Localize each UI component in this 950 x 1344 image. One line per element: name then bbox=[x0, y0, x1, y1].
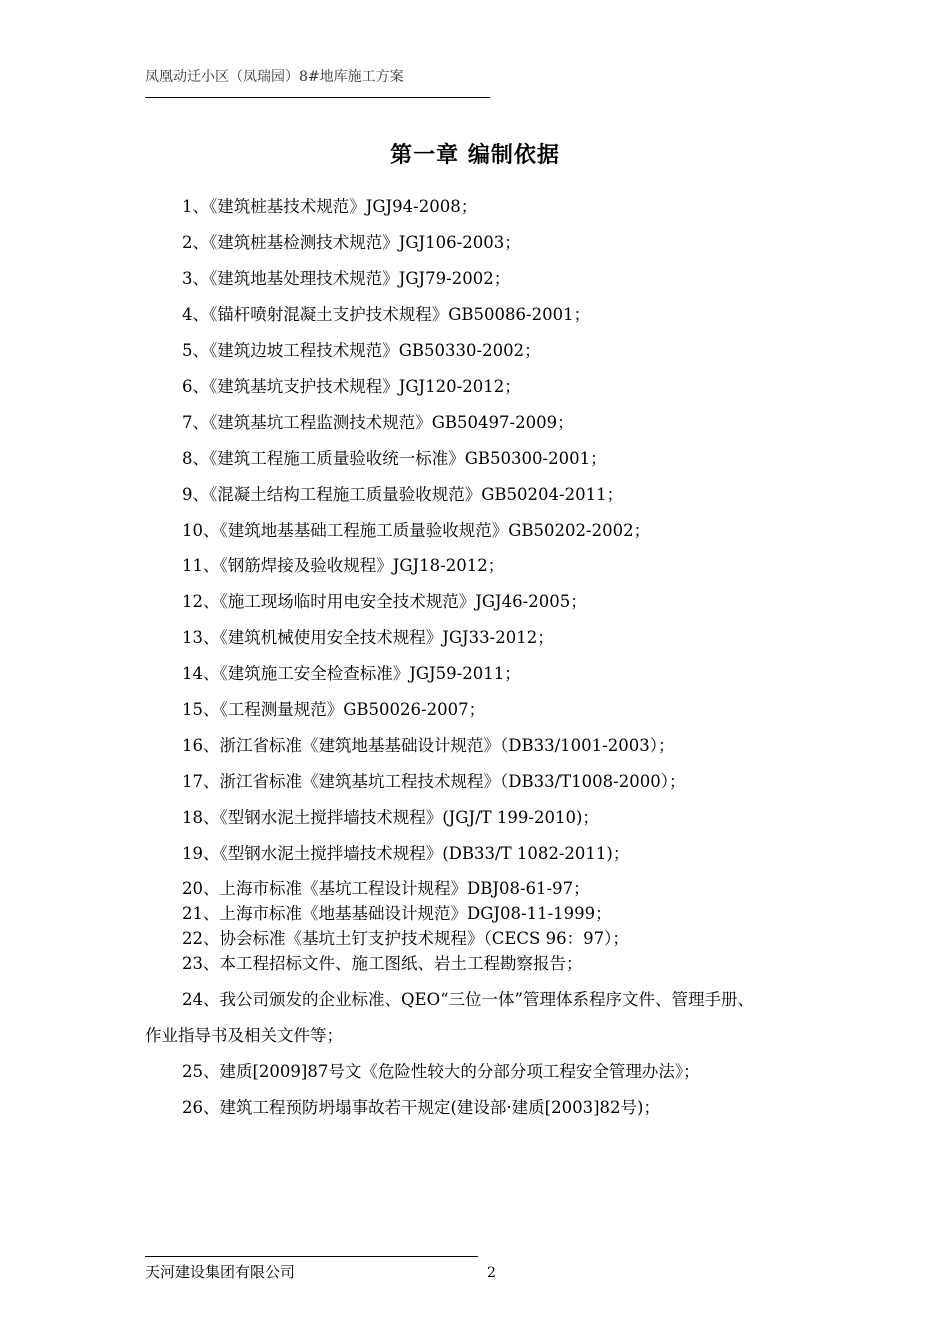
list-item: 17、浙江省标准《建筑基坑工程技术规程》（DB33/T1008-2000）； bbox=[182, 772, 686, 791]
list-item: 26、建筑工程预防坍塌事故若干规定(建设部·建质[2003]82号)； bbox=[182, 1098, 660, 1117]
header-title: 凤凰动迁小区（凤瑞园）8#地库施工方案 bbox=[145, 69, 404, 85]
footer-company: 天河建设集团有限公司 bbox=[145, 1263, 296, 1281]
list-item: 6、《建筑基坑支护技术规程》JGJ120-2012； bbox=[182, 377, 521, 396]
list-item: 13、《建筑机械使用安全技术规程》JGJ33-2012； bbox=[182, 628, 554, 647]
list-item: 7、《建筑基坑工程监测技术规范》GB50497-2009； bbox=[182, 413, 574, 432]
list-item: 5、《建筑边坡工程技术规范》GB50330-2002； bbox=[182, 341, 541, 360]
list-item: 23、本工程招标文件、施工图纸、岩土工程勘察报告； bbox=[182, 954, 583, 973]
list-item: 10、《建筑地基基础工程施工质量验收规范》GB50202-2002； bbox=[182, 521, 651, 540]
list-item: 20、上海市标准《基坑工程设计规程》DBJ08-61-97； bbox=[182, 879, 590, 898]
list-item: 3、《建筑地基处理技术规范》JGJ79-2002； bbox=[182, 269, 511, 288]
list-item: 22、协会标准《基坑土钉支护技术规程》（CECS 96：97）； bbox=[182, 929, 629, 948]
list-item: 8、《建筑工程施工质量验收统一标准》GB50300-2001； bbox=[182, 449, 607, 468]
list-item: 24、我公司颁发的企业标准、QEO“三位一体”管理体系程序文件、管理手册、 bbox=[182, 990, 754, 1009]
list-item-continuation: 作业指导书及相关文件等； bbox=[145, 1026, 343, 1045]
list-item: 15、《工程测量规范》GB50026-2007； bbox=[182, 700, 486, 719]
list-item: 16、浙江省标准《建筑地基基础设计规范》（DB33/1001-2003）； bbox=[182, 736, 675, 755]
header-divider bbox=[145, 97, 490, 98]
list-item: 21、上海市标准《地基基础设计规范》DGJ08-11-1999； bbox=[182, 904, 612, 923]
list-item: 2、《建筑桩基检测技术规范》JGJ106-2003； bbox=[182, 233, 521, 252]
list-item: 19、《型钢水泥土搅拌墙技术规程》(DB33/T 1082-2011)； bbox=[182, 844, 630, 863]
list-item: 25、建质[2009]87号文《危险性较大的分部分项工程安全管理办法》； bbox=[182, 1062, 700, 1081]
list-item: 14、《建筑施工安全检查标准》JGJ59-2011； bbox=[182, 664, 521, 683]
chapter-title: 第一章 编制依据 bbox=[390, 143, 560, 168]
list-item: 1、《建筑桩基技术规范》JGJ94-2008； bbox=[182, 197, 478, 216]
list-item: 9、《混凝土结构工程施工质量验收规范》GB50204-2011； bbox=[182, 485, 624, 504]
list-item: 11、《钢筋焊接及验收规程》JGJ18-2012； bbox=[182, 556, 505, 575]
list-item: 4、《锚杆喷射混凝土支护技术规程》GB50086-2001； bbox=[182, 305, 591, 324]
list-item: 18、《型钢水泥土搅拌墙技术规程》(JGJ/T 199-2010)； bbox=[182, 808, 599, 827]
footer-divider bbox=[145, 1256, 478, 1257]
page-number: 2 bbox=[487, 1265, 496, 1281]
list-item: 12、《施工现场临时用电安全技术规范》JGJ46-2005； bbox=[182, 592, 587, 611]
